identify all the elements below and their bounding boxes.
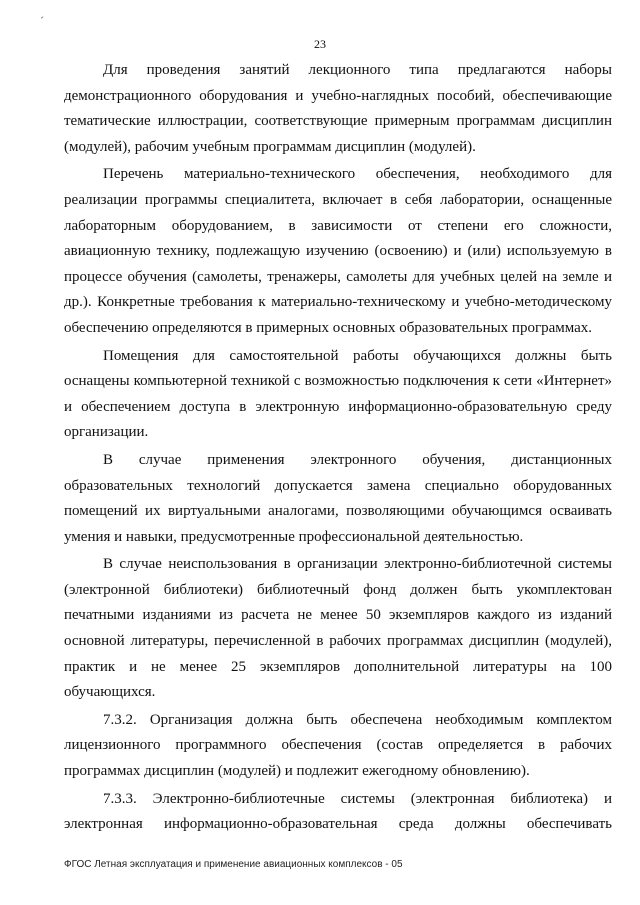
paragraph-self-study-rooms: Помещения для самостоятельной работы обучающихся должны быть оснащены компьютерной техникой с возможностью подключения к сети «Интернет» и обеспечением доступа в электронную информационно-образовательную среду организации. <box>64 347 612 441</box>
document-body <box>64 58 612 840</box>
paragraph-7-3-2-software: 7.3.2. Организация должна быть обеспечена необходимым комплектом лицензионного программного обеспечения (состав определяется в рабочих программах дисциплин (модулей) и подлежит ежегодному обновлению). <box>64 711 612 780</box>
paragraph-e-learning: В случае применения электронного обучения, дистанционных образовательных технологий допускается замена специально оборудованных помещений их виртуальными аналогами, позволяющими обучающимся осваивать умения и навыки, предусмотренные профессиональной деятельностью. <box>64 451 612 545</box>
paragraph-material-technical-support: Перечень материально-технического обеспечения, необходимого для реализации программы специалитета, включает в себя лаборатории, оснащенные лабораторным оборудованием, в зависимости от степени его сложности, авиационную технику, подлежащую изучению (освоению) и (или) используемую в процессе обучения (самолеты, тренажеры, самолеты для учебных целей на земле и др.). Конкретные требования к материально-техническому и учебно-методическому обеспечению определяются в примерных основных образовательных программах. <box>64 166 612 336</box>
paragraph-7-3-3-ebs: 7.3.3. Электронно-библиотечные системы (электронная библиотека) и электронная информационно-образовательная среда должны обеспечивать <box>64 790 612 833</box>
paragraph-lecture-equipment: Для проведения занятий лекционного типа предлагаются наборы демонстрационного оборудования и учебно-наглядных пособий, обеспечивающие тематические иллюстрации, соответствующие примерным программам дисциплин (модулей), рабочим учебным программам дисциплин (модулей). <box>64 62 612 155</box>
page-footer: ФГОС Летная эксплуатация и применение авиационных комплексов - 05 <box>64 859 403 870</box>
scan-mark: ´ <box>40 14 44 28</box>
paragraph-library-fund: В случае неиспользования в организации электронно-библиотечной системы (электронной библиотеки) библиотечный фонд должен быть укомплектован печатными изданиями из расчета не менее 50 экземпляров каждого из изданий основной литературы, перечисленной в рабочих программах дисциплин (модулей), практик и не менее 25 экземпляров дополнительной литературы на 100 обучающихся. <box>64 556 612 701</box>
page-number: 23 <box>314 37 326 51</box>
